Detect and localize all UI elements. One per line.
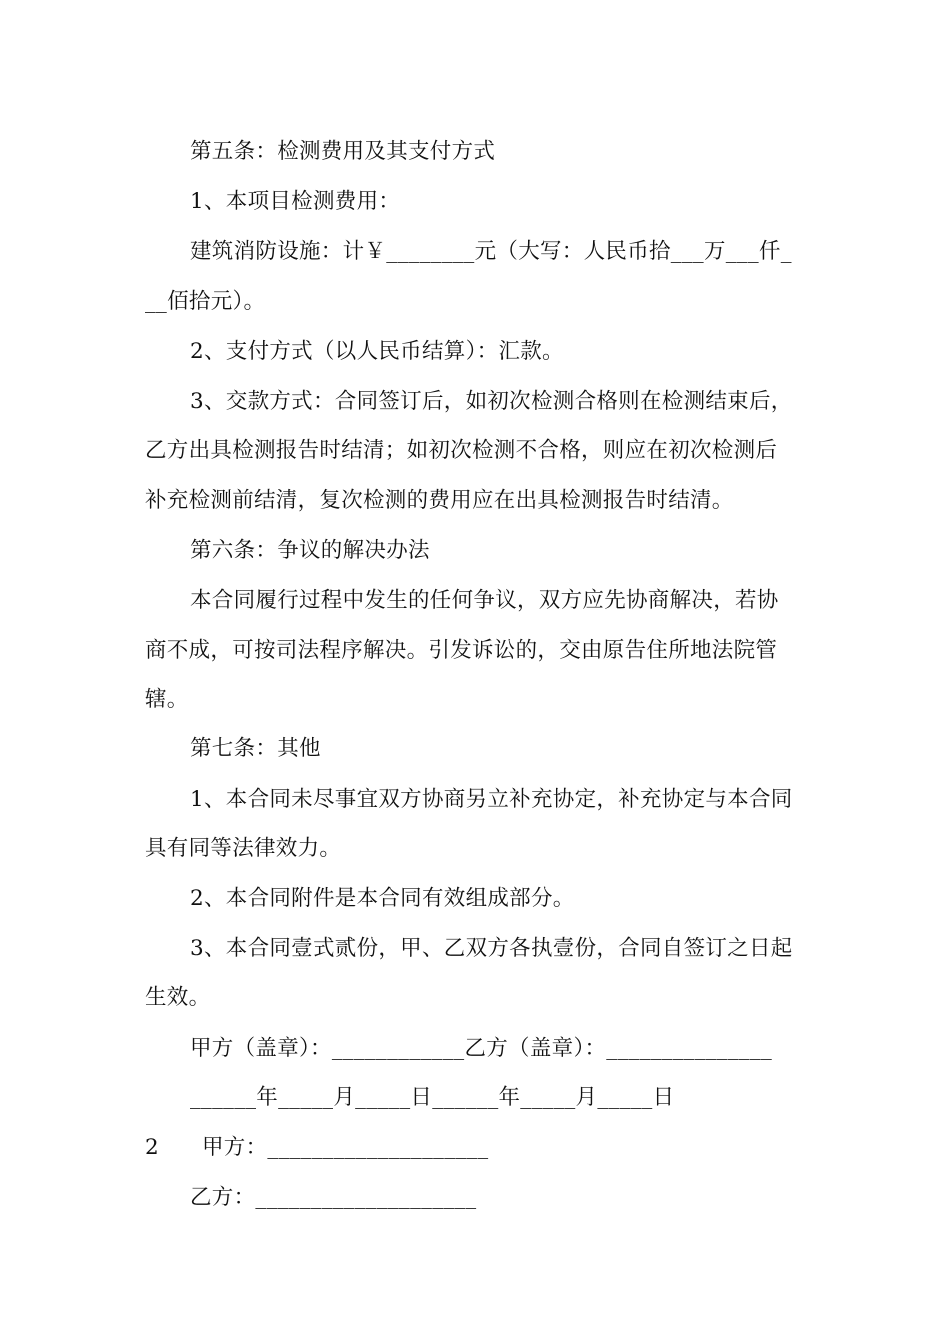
- section-number: 2: [145, 1135, 159, 1160]
- dispute-line-3: 辖。: [145, 687, 189, 712]
- dispute-line-2: 商不成，可按司法程序解决。引发诉讼的，交由原告住所地法院管: [145, 638, 778, 663]
- article-6-heading: 第六条：争议的解决办法: [190, 538, 430, 563]
- other-item-3-line-1: 3、本合同壹式贰份，甲、乙双方各执壹份，合同自签订之日起: [190, 936, 793, 961]
- dispute-line-1: 本合同履行过程中发生的任何争议，双方应先协商解决，若协: [190, 588, 779, 613]
- party-a-line: 甲方：____________________: [202, 1135, 489, 1160]
- other-item-2: 2、本合同附件是本合同有效组成部分。: [190, 886, 575, 911]
- payment-terms-line-1: 3、交款方式：合同签订后，如初次检测合格则在检测结束后，: [190, 389, 793, 414]
- seal-signature-line: 甲方（盖章）：____________乙方（盖章）：_______________: [190, 1036, 773, 1061]
- payment-terms-line-3: 补充检测前结清，复次检测的费用应在出具检测报告时结清。: [145, 488, 734, 513]
- fee-item-1: 1、本项目检测费用：: [190, 189, 401, 214]
- other-item-3-line-2: 生效。: [145, 985, 211, 1010]
- fee-amount-line-cont: __佰拾元）。: [145, 289, 266, 314]
- payment-method: 2、支付方式（以人民币结算）：汇款。: [190, 339, 564, 364]
- payment-terms-line-2: 乙方出具检测报告时结清；如初次检测不合格，则应在初次检测后: [145, 438, 778, 463]
- other-item-1-line-1: 1、本合同未尽事宜双方协商另立补充协定，补充协定与本合同: [190, 787, 793, 812]
- article-5-heading: 第五条：检测费用及其支付方式: [190, 139, 496, 164]
- article-7-heading: 第七条：其他: [190, 736, 321, 761]
- fee-amount-line: 建筑消防设施：计￥________元（大写：人民币拾___万___仟_: [190, 239, 792, 264]
- party-b-line: 乙方：____________________: [190, 1185, 477, 1210]
- other-item-1-line-2: 具有同等法律效力。: [145, 836, 342, 861]
- date-line: ______年_____月_____日______年_____月_____日: [190, 1085, 675, 1110]
